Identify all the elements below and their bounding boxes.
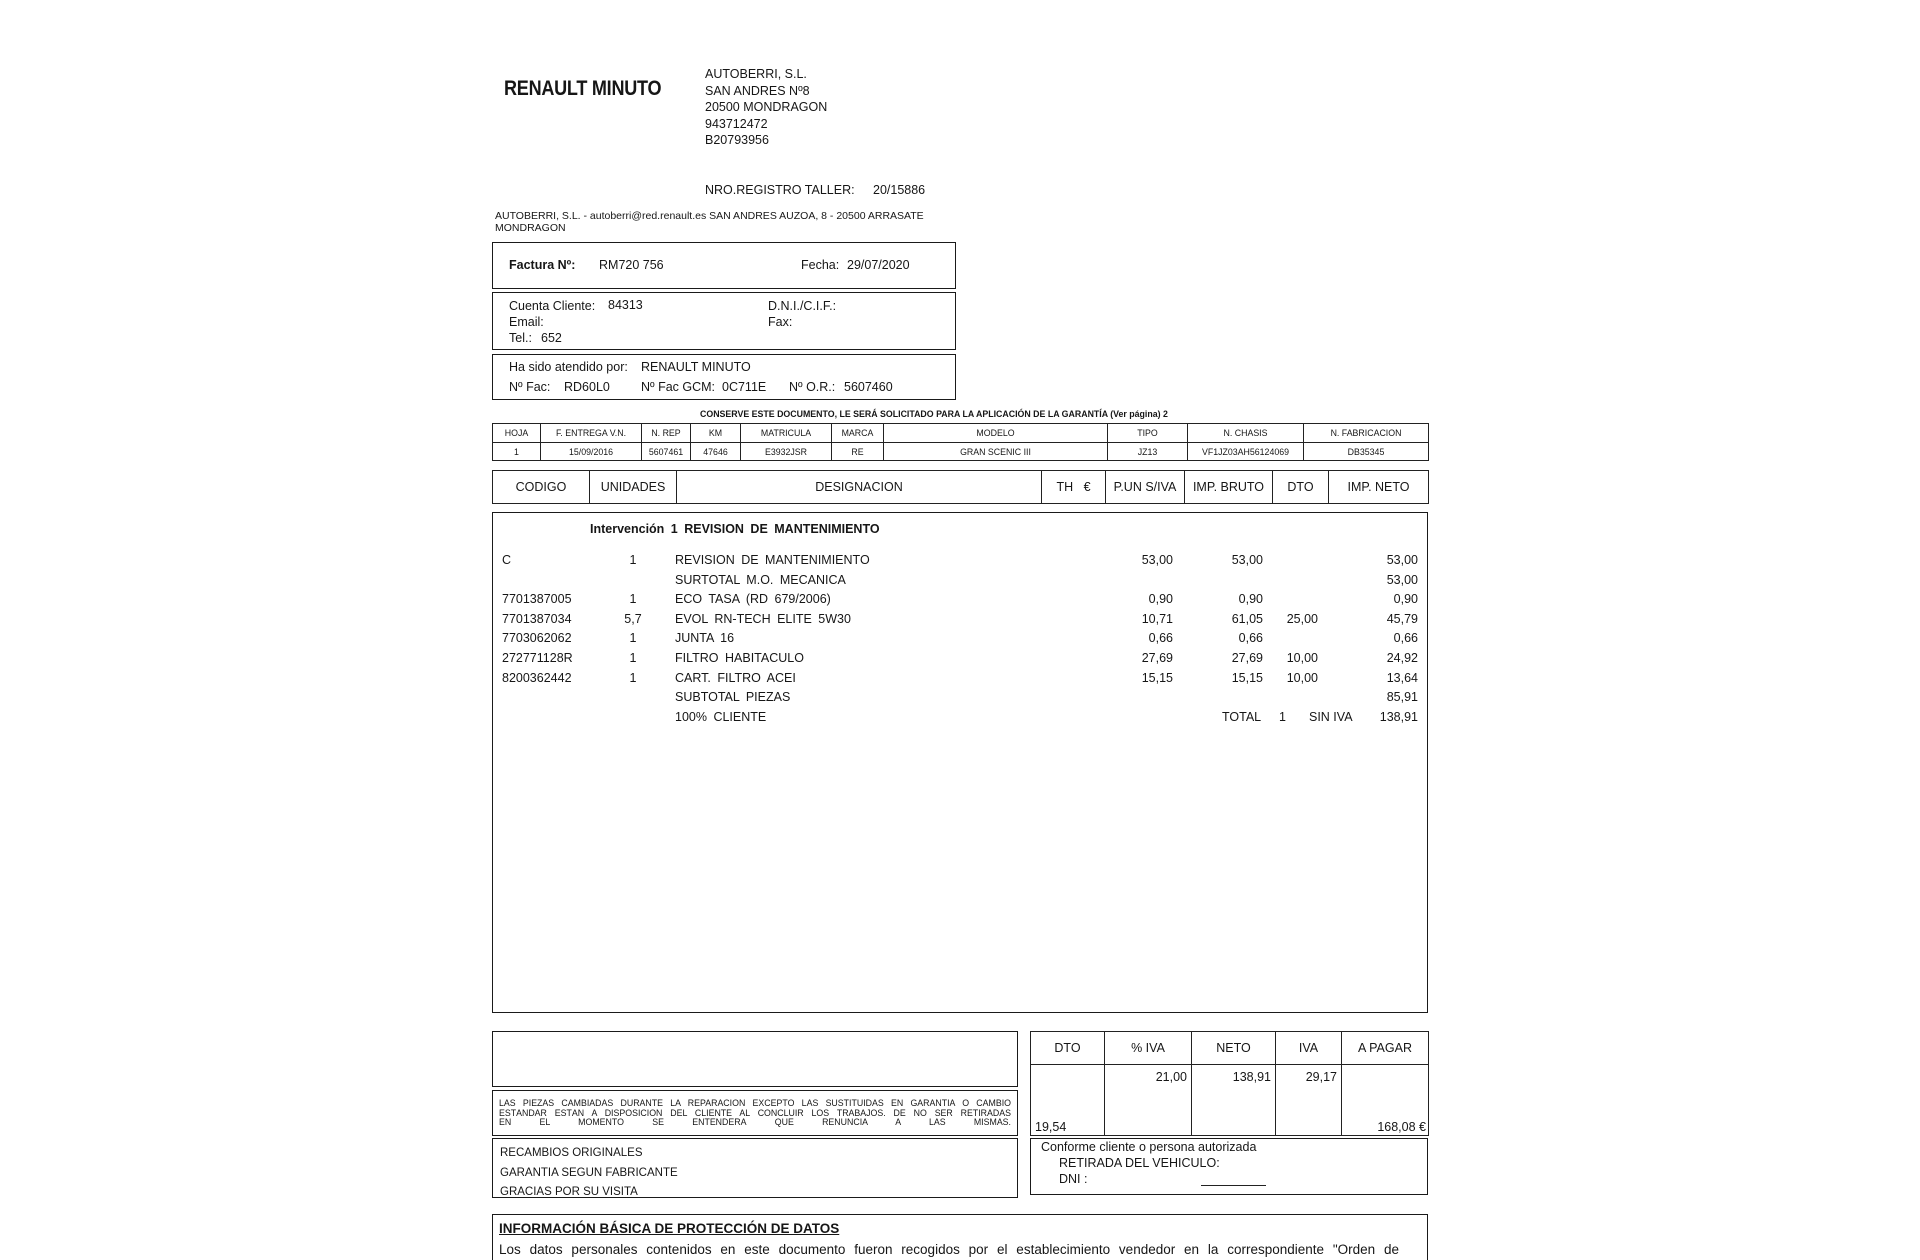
footer-notes-box [492,1138,1018,1198]
vehicle-value-cell: DB35345 [1304,443,1429,461]
total-label: TOTAL [1222,709,1262,724]
invoice-number: RM720 756 [599,258,664,272]
column-header-designation: DESIGNACION [677,471,1042,504]
vehicle-value-row [493,443,1429,461]
line-row [493,551,1426,571]
totals-vat-pct: 21,00 [1155,1070,1187,1084]
vehicle-header-cell: TIPO [1108,424,1188,443]
line-items-header [492,470,1429,504]
company-phone: 943712472 [705,116,768,131]
totals-vat-cell [1276,1065,1342,1136]
warning-line: LAS PIEZAS CAMBIADAS DURANTE LA REPARACION EXCEPTO LAS SUSTITUIDAS EN GARANTIA O CAMBIO [499,1099,1011,1108]
line-gross: 61,05 [1231,611,1263,626]
or-label: Nº O.R.: [789,380,836,394]
vehicle-value-cell: 47646 [691,443,741,461]
pickup-label: RETIRADA DEL VEHICULO: [1059,1156,1220,1170]
totals-header-vat: IVA [1276,1032,1342,1065]
totals-to-pay-cell [1342,1065,1429,1136]
line-unit-price: 10,71 [1141,611,1173,626]
dni-signature-line [1201,1185,1266,1186]
line-row [493,708,1426,728]
vehicle-header-cell: KM [691,424,741,443]
total-tax-note: SIN IVA [1309,709,1353,724]
line-designation: EVOL RN-TECH ELITE 5W30 [675,611,851,626]
line-units: 1 [629,631,637,646]
note-line: GARANTIA SEGUN FABRICANTE [500,1167,678,1179]
line-row [493,669,1426,689]
vehicle-value-cell: 1 [493,443,541,461]
vehicle-value-cell: JZ13 [1108,443,1188,461]
line-net: 53,00 [1386,572,1418,587]
attended-label: Ha sido atendido por: [509,360,628,374]
note-line: GRACIAS POR SU VISITA [500,1186,638,1198]
privacy-text: Los datos personales contenidos en este documento fueron recogidos por el establecimiento vendedor en la correspondiente "Orden de [499,1242,1399,1257]
line-discount: 25,00 [1286,611,1318,626]
company-name: AUTOBERRI, S.L. [705,67,807,81]
invoice-number-label: Factura Nº: [509,258,576,272]
column-header-discount: DTO [1273,471,1329,504]
invoice-box [492,242,956,289]
vehicle-header-cell: HOJA [493,424,541,443]
note-line: RECAMBIOS ORIGINALES [500,1147,643,1159]
line-items-body [492,512,1428,1013]
vehicle-header-cell: MODELO [884,424,1108,443]
column-header-units: UNIDADES [590,471,677,504]
line-code: 7701387005 [502,592,572,607]
line-code: 272771128R [502,651,573,665]
vehicle-header-cell: F. ENTREGA V.N. [541,424,642,443]
warning-line: ESTÁNDAR ESTÁN A DISPOSICIÓN DEL CLIENTE AL CONCLUIR LOS TRABAJOS. DE NO SER RETIRADAS [499,1108,1011,1118]
totals-net: 138,91 [1232,1070,1271,1084]
signature-consent: Conforme cliente o persona autorizada [1041,1140,1257,1154]
column-header-th-label: TH [1056,480,1074,494]
company-street: SAN ANDRES Nº8 [705,83,810,98]
gcm-value: 0C711E [722,380,767,394]
line-unit-price: 0,90 [1148,592,1173,607]
column-header-unit-price: P.UN S/IVA [1106,471,1185,504]
totals-header-vat-pct: % IVA [1105,1032,1192,1065]
column-header-th [1042,471,1106,504]
line-unit-price: 0,66 [1148,631,1173,646]
line-row [493,688,1426,708]
line-designation: REVISION DE MANTENIMIENTO [675,553,870,567]
warning-box [492,1090,1018,1136]
line-net: 0,90 [1393,592,1418,607]
line-units: 1 [629,553,637,567]
vehicle-table [492,423,1429,461]
column-header-gross: IMP. BRUTO [1185,471,1273,504]
warning-text [499,1099,1011,1128]
client-box [492,292,956,350]
line-units: 1 [629,670,637,685]
line-units: 1 [629,592,637,607]
line-unit-price: 27,69 [1141,651,1173,665]
totals-to-pay: 168,08 € [1377,1120,1426,1134]
line-net: 13,64 [1386,670,1418,685]
line-unit-price: 53,00 [1141,553,1173,567]
line-net: 24,92 [1386,651,1418,665]
vehicle-header-cell: N. FABRICACION [1304,424,1429,443]
invoice-date-label: Fecha: [801,258,840,272]
line-designation: FILTRO HABITACULO [675,651,804,665]
sender-line: AUTOBERRI, S.L. - autoberri@red.renault.es SAN ANDRES AUZOA, 8 - 20500 ARRASATE [495,210,924,222]
totals-net-cell [1192,1065,1276,1136]
tax-id-label: D.N.I./C.I.F.: [768,299,837,313]
account-label: Cuenta Cliente: [509,299,596,313]
line-discount: 10,00 [1286,651,1318,665]
vehicle-header-cell: N. REP [642,424,691,443]
line-row [493,649,1426,669]
phone-value: 652 [541,331,562,345]
brand-logo-text: RENAULT MINUTO [504,77,662,100]
privacy-box [492,1214,1428,1260]
fac-value: RD60L0 [564,380,610,394]
totals-vat: 29,17 [1305,1070,1337,1084]
line-designation: JUNTA 16 [675,631,735,646]
vehicle-header-cell: MATRICULA [741,424,832,443]
totals-table [1030,1031,1429,1136]
column-header-currency: € [1083,480,1091,494]
line-row [493,571,1426,591]
line-gross: 53,00 [1231,553,1263,567]
line-net: 53,00 [1386,553,1418,567]
vehicle-value-cell: 15/09/2016 [541,443,642,461]
gcm-label: Nº Fac GCM: [641,380,716,394]
warranty-notice: CONSERVE ESTE DOCUMENTO, LE SERÁ SOLICITADO PARA LA APLICACIÓN DE LA GARANTÍA (Ver página) 2 [700,409,1168,419]
line-gross: 0,90 [1238,592,1263,607]
account-number: 84313 [608,298,643,312]
line-designation: SUBTOTAL PIEZAS [675,690,791,705]
line-units: 1 [629,651,637,665]
line-unit-price: 15,15 [1141,670,1173,685]
totals-header-to-pay: A PAGAR [1342,1032,1429,1065]
line-units: 5,7 [624,611,642,626]
vehicle-header-row [493,424,1429,443]
vehicle-value-cell: VF1JZ03AH56124069 [1188,443,1304,461]
attended-by: RENAULT MINUTO [641,360,751,374]
company-tax-id: B20793956 [705,133,769,148]
column-header-code: CODIGO [493,471,590,504]
line-gross: 0,66 [1238,631,1263,646]
vehicle-header-cell: MARCA [832,424,884,443]
fac-label: Nº Fac: [509,380,551,394]
or-value: 5607460 [844,380,893,394]
totals-discount: 19,54 [1035,1120,1067,1134]
line-code: C [502,553,512,567]
line-designation: SURTOTAL M.O. MECANICA [675,572,846,587]
vehicle-header-cell: N. CHASIS [1188,424,1304,443]
line-code: 7701387034 [502,611,572,626]
signature-box [1030,1138,1428,1195]
line-row [493,629,1426,649]
line-designation: CART. FILTRO ACEI [675,670,796,685]
line-row [493,610,1426,630]
totals-header-net: NETO [1192,1032,1276,1065]
line-code: 7703062062 [502,631,572,646]
totals-header-discount: DTO [1031,1032,1105,1065]
line-designation: 100% CLIENTE [675,709,767,724]
vehicle-value-cell: GRAN SCENIC III [884,443,1108,461]
line-net: 138,91 [1379,709,1418,724]
blank-notes-box [492,1031,1018,1087]
registry-label: NRO.REGISTRO TALLER: [705,183,855,197]
invoice-date: 29/07/2020 [847,258,910,272]
intervention-title: Intervención 1 REVISION DE MANTENIMIENTO [590,522,880,536]
line-designation: ECO TASA (RD 679/2006) [675,592,831,607]
vehicle-value-cell: RE [832,443,884,461]
total-count: 1 [1279,709,1286,724]
line-discount: 10,00 [1286,670,1318,685]
phone-label: Tel.: [509,331,532,345]
line-net: 85,91 [1386,690,1418,705]
sender-address [495,211,924,234]
line-gross: 27,69 [1231,651,1263,665]
line-row [493,590,1426,610]
fax-label: Fax: [768,315,793,329]
totals-vat-pct-cell [1105,1065,1192,1136]
totals-discount-cell [1031,1065,1105,1136]
sender-line: MONDRAGON [495,221,566,234]
vehicle-value-cell: 5607461 [642,443,691,461]
service-box [492,354,956,400]
dni-label: DNI : [1059,1172,1088,1186]
line-gross: 15,15 [1231,670,1263,685]
company-address [705,66,827,149]
registry-value: 20/15886 [873,183,926,197]
privacy-title: INFORMACIÓN BÁSICA DE PROTECCIÓN DE DATOS [499,1221,840,1236]
line-net: 45,79 [1386,611,1418,626]
email-label: Email: [509,315,544,329]
line-code: 8200362442 [502,670,572,685]
vehicle-value-cell: E3932JSR [741,443,832,461]
line-net: 0,66 [1393,631,1418,646]
column-header-net: IMP. NETO [1329,471,1429,504]
company-city: 20500 MONDRAGON [705,100,828,115]
warning-line: EN EL MOMENTO SE ENTENDERÁ QUE RENUNCIA A LAS MISMAS. [499,1118,1011,1128]
